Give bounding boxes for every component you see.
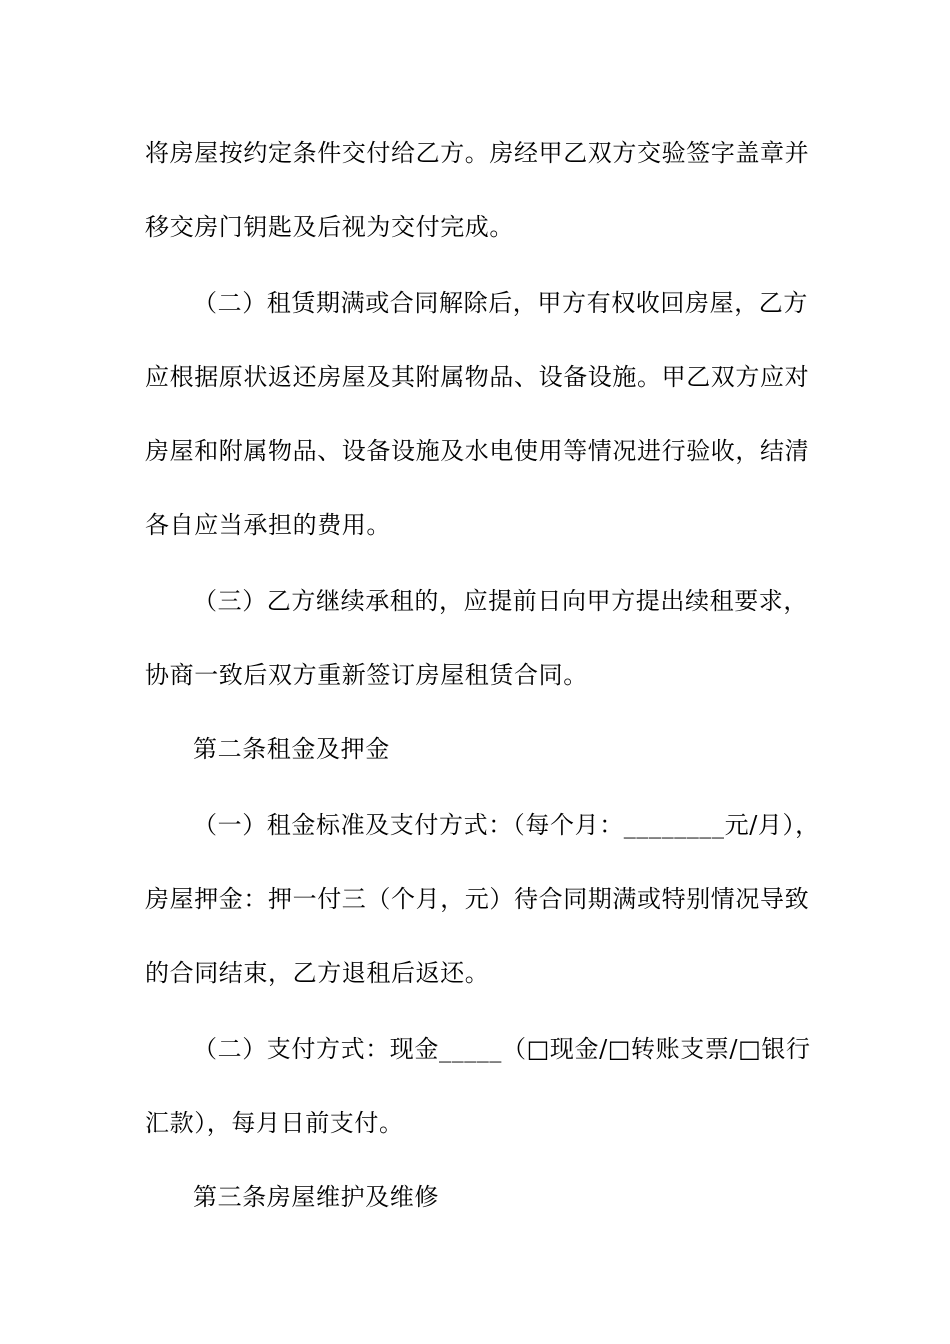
- paragraph-line: 的合同结束，乙方退租后返还。: [145, 959, 490, 987]
- paragraph-line: （三）乙方继续承租的，应提前日向甲方提出续租要求，: [193, 587, 808, 615]
- paragraph-line: 移交房门钥匙及后视为交付完成。: [145, 213, 514, 241]
- paragraph-line: 汇款），每月日前支付。: [145, 1109, 404, 1137]
- paragraph-line: （一）租金标准及支付方式：（每个月：________元/月），: [193, 811, 820, 839]
- paragraph-line: 房屋和附属物品、设备设施及水电使用等情况进行验收，结清: [145, 437, 810, 465]
- paragraph-line: 将房屋按约定条件交付给乙方。房经甲乙双方交验签字盖章并: [145, 139, 810, 167]
- paragraph-line: （二）支付方式：现金_____（□现金/□转账支票/□银行: [193, 1035, 811, 1063]
- paragraph-line: （二）租赁期满或合同解除后，甲方有权收回房屋，乙方: [193, 289, 808, 317]
- paragraph-line: 房屋押金：押一付三（个月，元）待合同期满或特别情况导致: [145, 885, 810, 913]
- section-heading: 第二条租金及押金: [193, 735, 390, 763]
- paragraph-line: 协商一致后双方重新签订房屋租赁合同。: [145, 661, 588, 689]
- paragraph-line: 应根据原状返还房屋及其附属物品、设备设施。甲乙双方应对: [145, 363, 810, 391]
- paragraph-line: 各自应当承担的费用。: [145, 511, 391, 539]
- section-heading: 第三条房屋维护及维修: [193, 1183, 439, 1211]
